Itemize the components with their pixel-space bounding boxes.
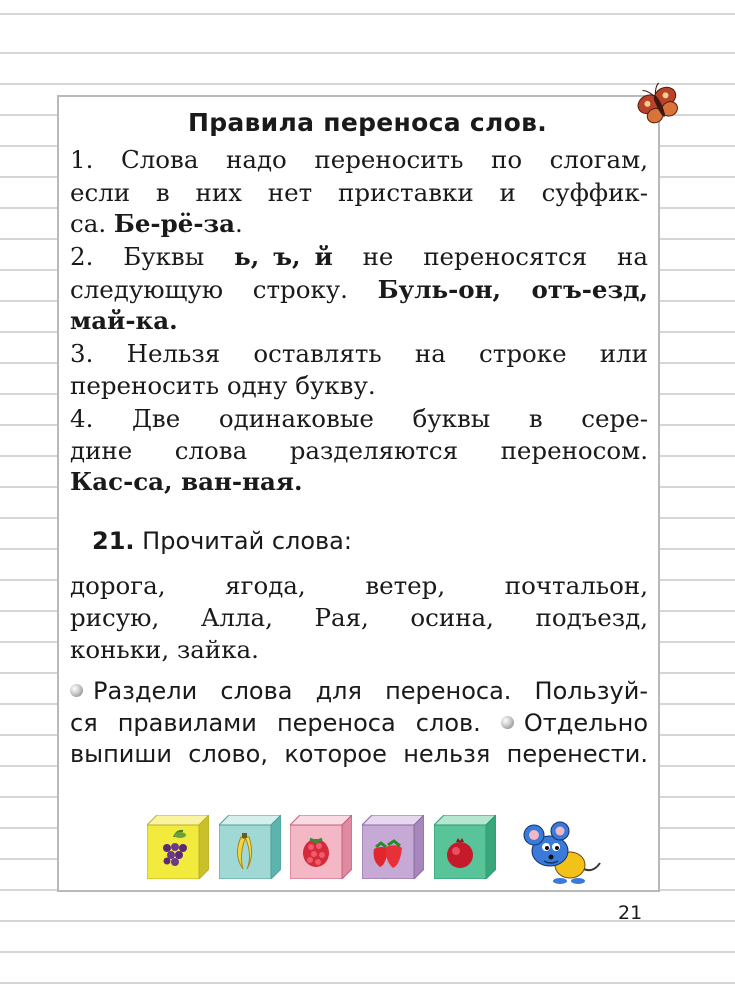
page-number: 21 bbox=[618, 902, 643, 924]
rule-3-line-1: 3. Нельзя оставлять на строке или bbox=[70, 339, 648, 368]
grapes-icon bbox=[147, 815, 209, 879]
rule-1-example: Бе-рё-за bbox=[113, 209, 235, 238]
rule-2-line-3 bbox=[70, 305, 648, 337]
rule-2-line-2 bbox=[70, 274, 648, 306]
exercise-title: Прочитай слова: bbox=[142, 527, 352, 555]
task-text-2a: ся правилами переноса слов. bbox=[70, 709, 501, 737]
rule-1-period: . bbox=[235, 209, 243, 238]
raspberry-icon bbox=[290, 815, 352, 879]
task-line-2 bbox=[70, 707, 648, 739]
rule-4-examples: Кас-са, ван-ная. bbox=[70, 467, 303, 496]
pomegranate-icon bbox=[434, 815, 496, 879]
exercise-heading bbox=[92, 527, 352, 555]
rule-1-line-2: если в них нет приставки и суффик- bbox=[70, 178, 648, 207]
rule-2-example-last: май-ка. bbox=[70, 306, 178, 335]
rule-4-line-3 bbox=[70, 466, 648, 498]
rule-2-letter-short-i: й bbox=[314, 242, 333, 271]
rule-1-line-1: 1. Слова надо переносить по слогам, bbox=[70, 145, 648, 174]
rule-2-end: не переносятся на bbox=[332, 242, 648, 271]
strawberry-icon bbox=[362, 815, 424, 879]
task-text-1: Раздели слова для переноса. Пользуй- bbox=[93, 677, 648, 705]
rule-3-line-2: переносить одну букву. bbox=[70, 371, 376, 400]
rule-1-line-3 bbox=[70, 208, 648, 240]
rule-4-line-2: дине слова разделяются переносом. bbox=[70, 436, 648, 465]
rule-4-line-1: 4. Две одинаковые буквы в сере- bbox=[70, 404, 648, 433]
rule-2-line-1 bbox=[70, 241, 648, 273]
bullet-icon bbox=[70, 684, 83, 697]
banana-icon bbox=[219, 815, 281, 879]
word-list-line: дорога, ягода, ветер, почтальон, bbox=[70, 571, 648, 600]
rule-2-start: 2. Буквы bbox=[70, 242, 235, 271]
rule-2-letter-soft: ь, bbox=[234, 242, 260, 271]
rule-2-letter-hard: ъ, bbox=[273, 242, 301, 271]
task-line-1 bbox=[70, 675, 648, 707]
word-list-line: коньки, зайка. bbox=[70, 635, 259, 664]
rule-1-text: са. bbox=[70, 209, 114, 238]
bullet-icon bbox=[501, 716, 514, 729]
fruit-cubes bbox=[147, 815, 507, 885]
mouse-icon bbox=[520, 815, 602, 887]
rule-2-examples: Буль-он, отъ-езд, bbox=[377, 275, 649, 304]
rules-title: Правила переноса слов. bbox=[187, 108, 548, 137]
task-line-3: выпиши слово, которое нельзя перенести. bbox=[70, 740, 648, 768]
exercise-number: 21. bbox=[92, 527, 135, 555]
task-text-2b: Отдельно bbox=[523, 709, 648, 737]
word-list-line: рисую, Алла, Рая, осина, подъезд, bbox=[70, 603, 648, 632]
rule-2-text: следующую строку. bbox=[70, 275, 378, 304]
